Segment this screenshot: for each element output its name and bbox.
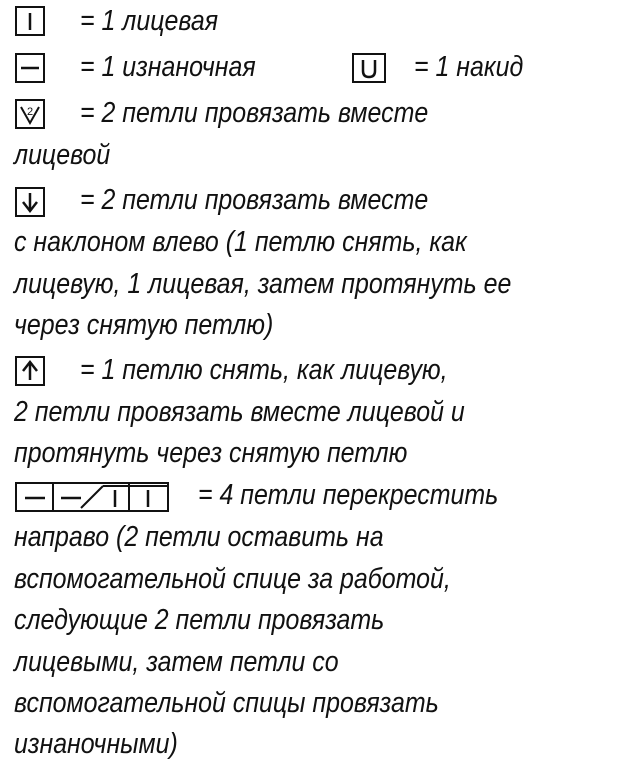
yarn-over-symbol-icon [352, 53, 386, 83]
cable-cross-legend-line-5: лицевыми, затем петли со [14, 646, 339, 678]
purl-symbol-icon [15, 53, 45, 83]
cable-cross-legend-line-1: = 4 петли перекрестить [198, 479, 499, 511]
knit-legend-text: = 1 лицевая [80, 5, 219, 37]
cable-cross-legend-line-7: изнаночными) [14, 728, 178, 760]
k2tog-legend-line-1: = 2 петли провязать вместе [80, 97, 429, 129]
k2tog-symbol-icon [15, 99, 45, 129]
ssk-legend-line-3: лицевую, 1 лицевая, затем протянуть ее [14, 268, 512, 300]
sk2p-legend-line-2: 2 петли провязать вместе лицевой и [14, 396, 465, 428]
sk2p-legend-line-3: протянуть через снятую петлю [14, 437, 408, 469]
ssk-symbol-icon [15, 187, 45, 217]
cable-cross-legend-line-2: направо (2 петли оставить на [14, 521, 384, 553]
yarn-over-legend-text: = 1 накид [414, 51, 524, 83]
ssk-legend-line-4: через снятую петлю) [14, 309, 274, 341]
ssk-legend-line-2: с наклоном влево (1 петлю снять, как [14, 226, 467, 258]
cable-cross-symbol-icon [15, 482, 169, 512]
k2tog-symbol-label: 2 [27, 106, 34, 118]
sk2p-legend-line-1: = 1 петлю снять, как лицевую, [80, 354, 448, 386]
ssk-legend-line-1: = 2 петли провязать вместе [80, 184, 429, 216]
cable-cross-legend-line-4: следующие 2 петли провязать [14, 604, 385, 636]
k2tog-legend-line-2: лицевой [14, 139, 111, 171]
cable-cross-legend-line-3: вспомогательной спице за работой, [14, 563, 451, 595]
knit-symbol-icon [15, 6, 45, 36]
cable-cross-legend-line-6: вспомогательной спицы провязать [14, 687, 439, 719]
sk2p-symbol-icon [15, 356, 45, 386]
purl-legend-text: = 1 изнаночная [80, 51, 256, 83]
